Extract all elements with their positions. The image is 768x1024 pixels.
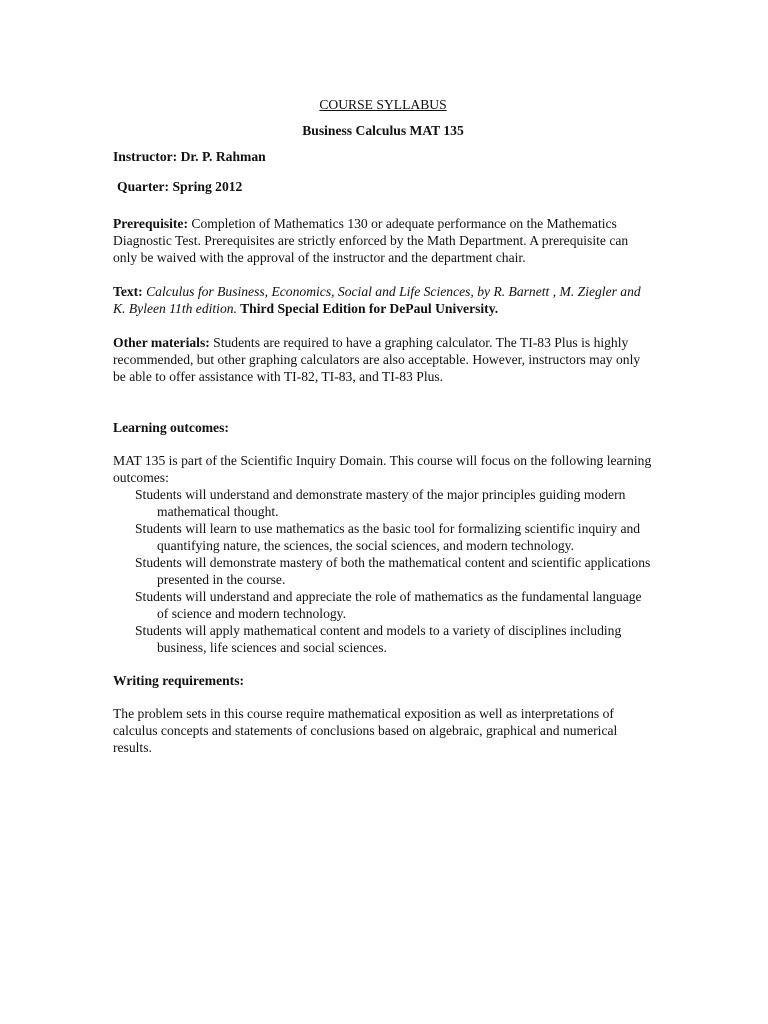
learning-outcomes-list [113,486,653,656]
other-materials-text: Students are required to have a graphing calculator. The TI-83 Plus is highly recommended, but other graphing calculators are also acceptable. However, instructors may only be able to offer assistance with TI-82, TI-83, and TI-83 Plus. [113,335,641,384]
prerequisite-paragraph [113,215,653,266]
quarter-line: Quarter: Spring 2012 [117,179,243,194]
list-item: Students will understand and demonstrate mastery of the major principles guiding modern mathematical thought. [135,487,626,519]
list-item: Students will apply mathematical content and models to a variety of disciplines including business, life sciences and social sciences. [135,623,622,655]
text-label: Text: [113,284,143,299]
other-materials-label: Other materials: [113,335,210,350]
course-title: Business Calculus MAT 135 [302,123,464,138]
prerequisite-text: Completion of Mathematics 130 or adequate performance on the Mathematics Diagnostic Test. Prerequisites are strictly enforced by the Math Department. A prerequisite can only be waived with the approval of the instructor and the department chair. [113,216,629,265]
other-materials-paragraph [113,334,653,385]
list-item: Students will understand and appreciate the role of mathematics as the fundamental language of science and modern technology. [135,589,642,621]
instructor-line: Instructor: Dr. P. Rahman [113,149,266,164]
prerequisite-label: Prerequisite: [113,216,188,231]
learning-outcomes-intro: MAT 135 is part of the Scientific Inquiry Domain. This course will focus on the following learning outcomes: [113,453,652,485]
list-item: Students will demonstrate mastery of both the mathematical content and scientific applications presented in the course. [135,555,651,587]
writing-requirements-text: The problem sets in this course require mathematical exposition as well as interpretations of calculus concepts and statements of conclusions based on algebraic, graphical and numerical results. [113,706,618,755]
textbook-title: Calculus for Business, Economics, Social and Life Sciences, by R. Barnett , M. Ziegler and K. Byleen 11th edition. [113,284,641,316]
syllabus-page [113,96,653,756]
document-title: COURSE SYLLABUS [319,97,447,112]
learning-outcomes-heading: Learning outcomes: [113,420,229,435]
textbook-edition: Third Special Edition for DePaul University. [236,301,499,316]
writing-requirements-heading: Writing requirements: [113,673,245,688]
list-item: Students will learn to use mathematics as the basic tool for formalizing scientific inquiry and quantifying nature, the sciences, the social sciences, and modern technology. [135,521,641,553]
text-paragraph [113,283,653,317]
